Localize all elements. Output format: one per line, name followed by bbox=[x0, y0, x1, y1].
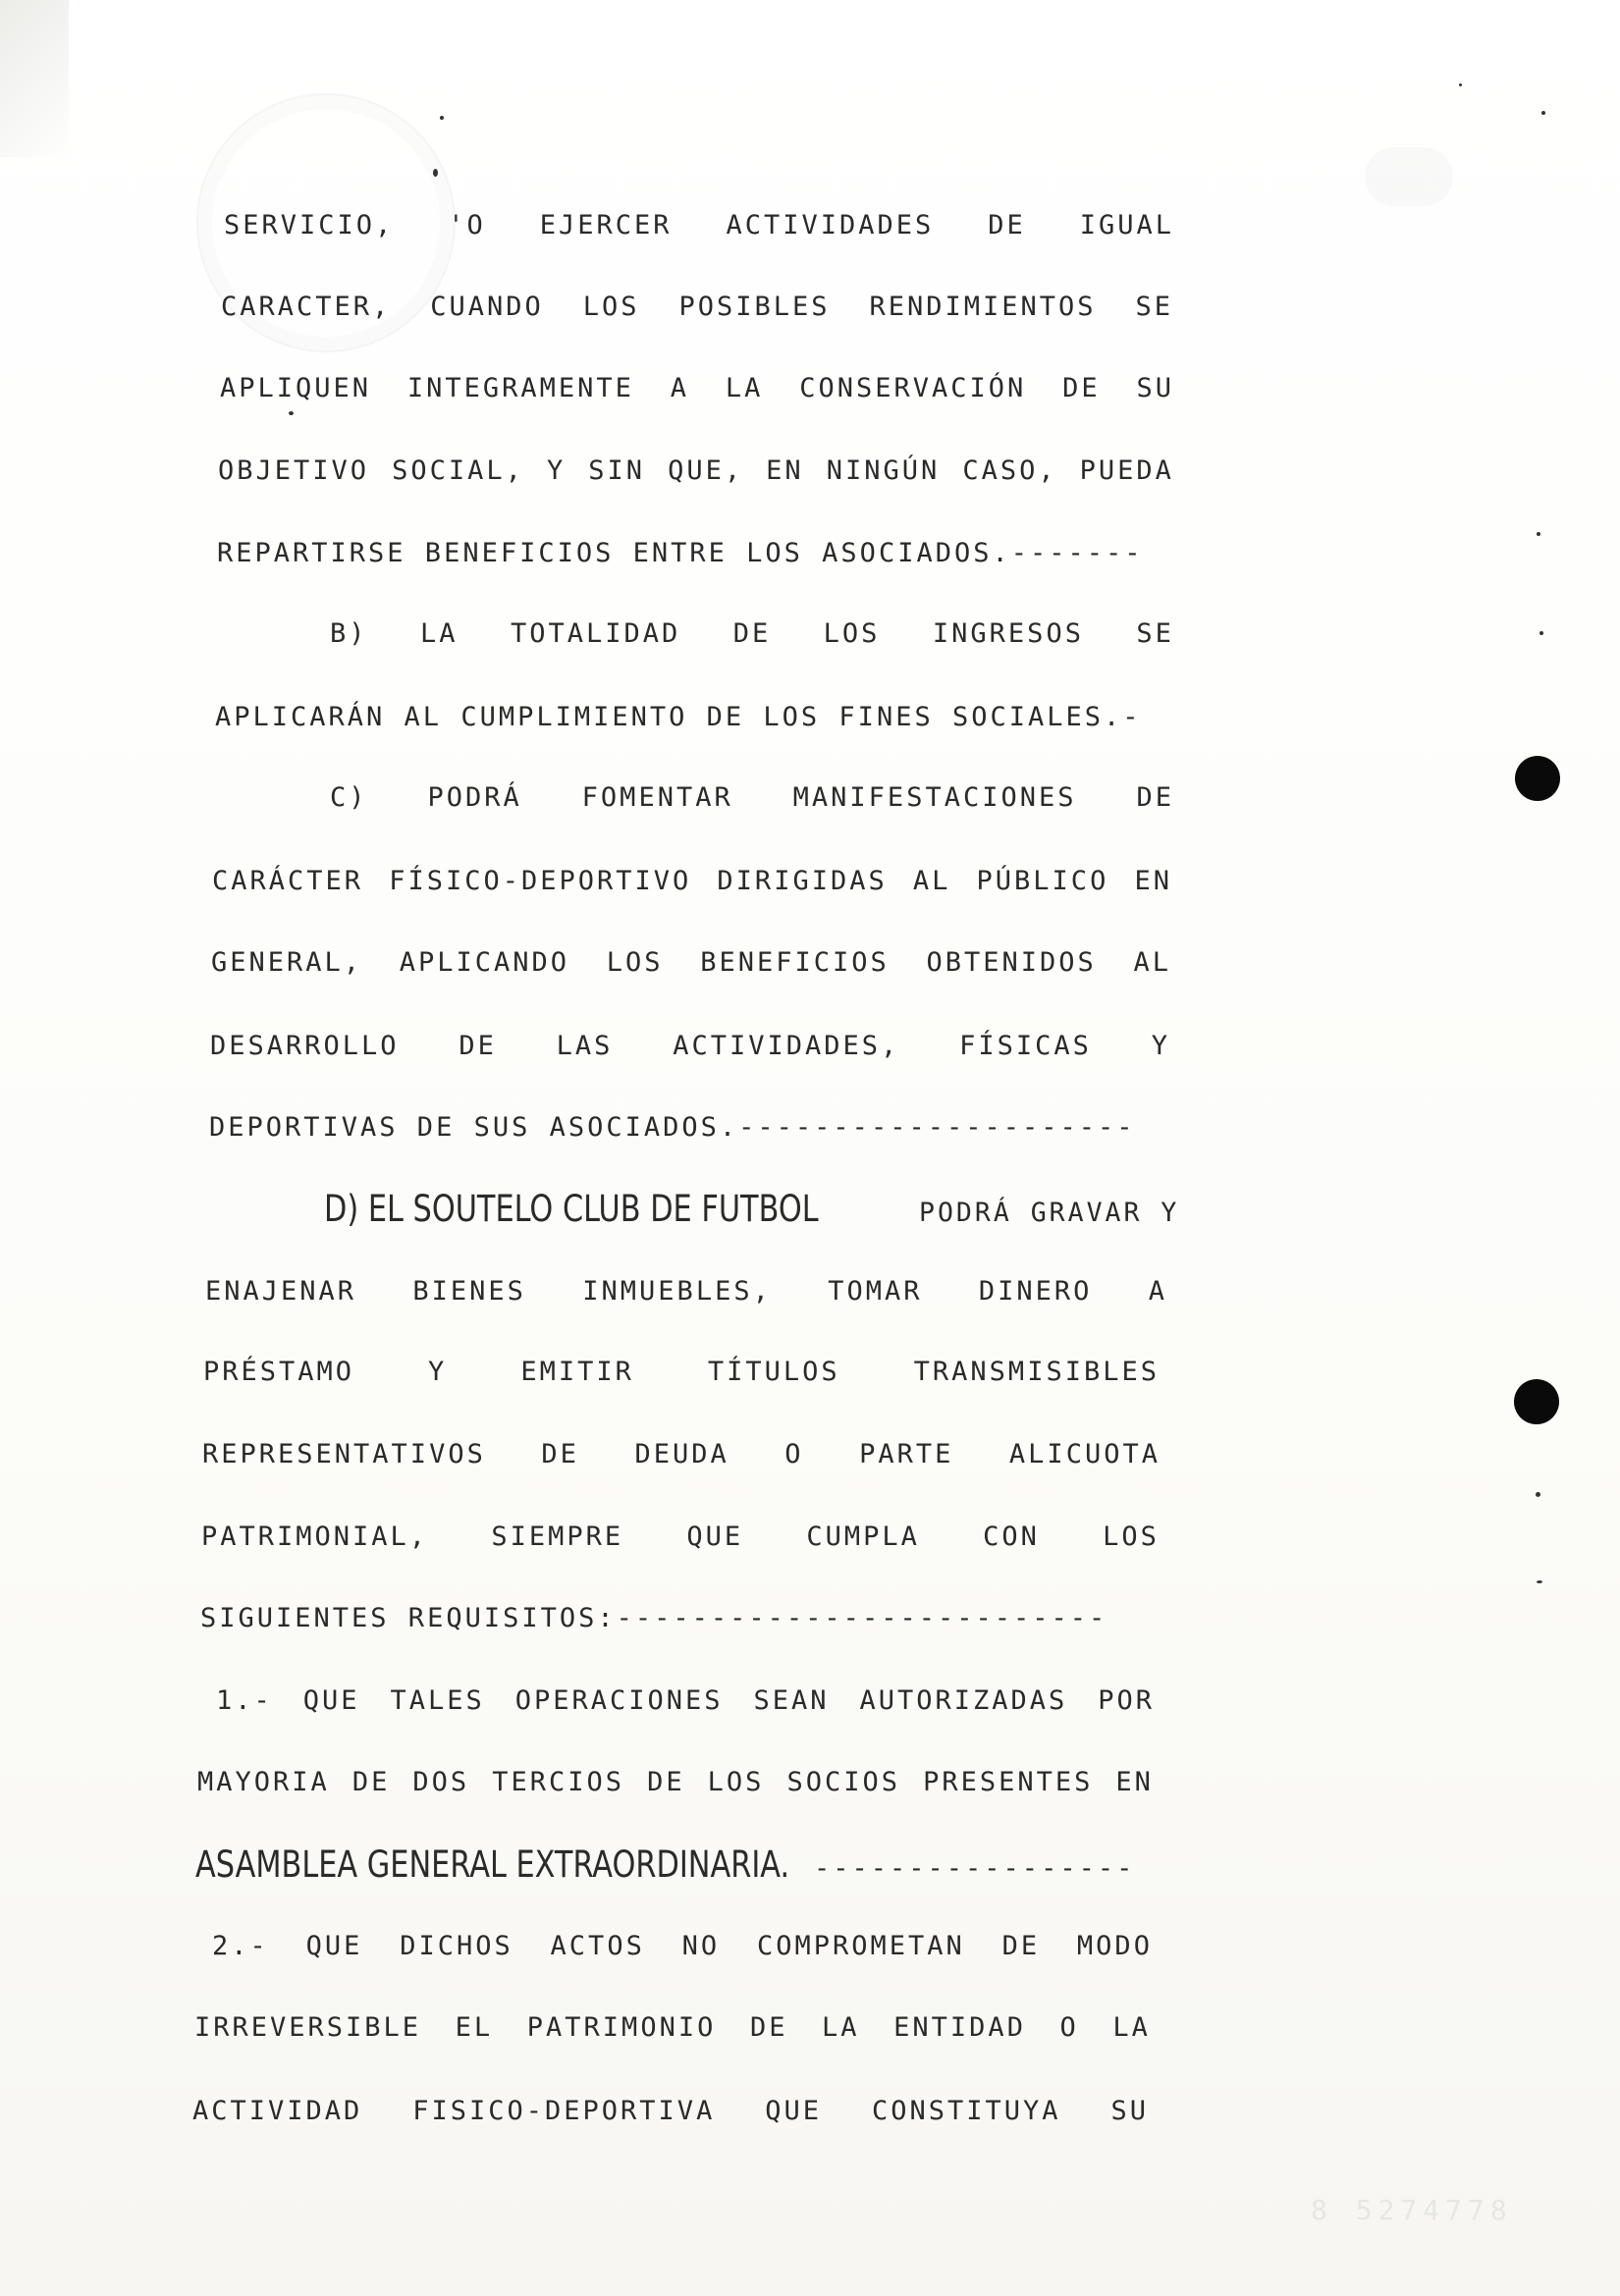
word: LOS bbox=[1103, 1522, 1160, 1552]
speck bbox=[289, 411, 294, 415]
word: BENEFICIOS bbox=[700, 947, 890, 978]
word: DE bbox=[1136, 782, 1174, 813]
word: OBTENIDOS bbox=[926, 947, 1097, 978]
word: QUE bbox=[765, 2096, 823, 2126]
text-line bbox=[197, 1767, 1154, 1810]
word: CASO, bbox=[962, 455, 1057, 486]
word: PUEDA bbox=[1079, 455, 1174, 486]
word: TOMAR bbox=[828, 1276, 923, 1307]
word: INGRESOS bbox=[932, 618, 1084, 649]
speck bbox=[1541, 111, 1545, 115]
word: CARACTER, bbox=[221, 292, 392, 322]
word: OBJETIVO bbox=[218, 455, 370, 486]
text-line bbox=[221, 292, 1173, 335]
word: POSIBLES bbox=[678, 292, 831, 322]
word: QUE bbox=[302, 1685, 360, 1716]
word: REPRESENTATIVOS bbox=[202, 1439, 486, 1469]
text-line bbox=[216, 1685, 1155, 1729]
word: CUANDO bbox=[430, 292, 544, 322]
handwritten-phrase: ASAMBLEA GENERAL EXTRAORDINARIA. bbox=[195, 1843, 790, 1886]
word: ALICUOTA bbox=[1008, 1439, 1161, 1469]
line-text: DEPORTIVAS DE SUS ASOCIADOS.--------------------- bbox=[209, 1112, 1136, 1143]
text-line bbox=[203, 1357, 1160, 1400]
word: EL bbox=[455, 2012, 494, 2043]
word: CONSTITUYA bbox=[871, 2096, 1061, 2126]
word: ACTIVIDADES bbox=[726, 210, 935, 240]
word: PÚBLICO bbox=[976, 866, 1109, 896]
word: PATRIMONIO bbox=[526, 2012, 717, 2043]
text-line bbox=[212, 866, 1172, 909]
text-line bbox=[215, 702, 1177, 745]
word: DIRIGIDAS bbox=[717, 866, 888, 896]
word: SU bbox=[1136, 373, 1174, 403]
word: DE bbox=[541, 1439, 579, 1469]
word: IRREVERSIBLE bbox=[194, 2012, 422, 2043]
word: SIEMPRE bbox=[491, 1522, 624, 1552]
word: PODRÁ bbox=[427, 782, 522, 813]
word: DE bbox=[647, 1767, 685, 1797]
speck bbox=[1536, 1492, 1540, 1497]
word: DE bbox=[351, 1767, 391, 1797]
word: SE bbox=[1135, 292, 1173, 322]
word: QUE bbox=[305, 1931, 363, 1961]
word: QUE bbox=[686, 1522, 744, 1552]
word: APLIQUEN bbox=[220, 373, 372, 403]
text-line bbox=[218, 455, 1174, 499]
text-line bbox=[200, 1603, 1162, 1646]
word: PATRIMONIAL, bbox=[201, 1522, 429, 1552]
word: O bbox=[1059, 2012, 1079, 2043]
word: ACTOS bbox=[550, 1931, 645, 1961]
word: NINGÚN bbox=[826, 455, 941, 486]
word: QUE, bbox=[668, 455, 744, 486]
word: APLICANDO bbox=[399, 947, 570, 978]
word: EN bbox=[1115, 1767, 1154, 1797]
word: LOS bbox=[582, 292, 640, 322]
word: MANIFESTACIONES bbox=[792, 782, 1077, 813]
word: SU bbox=[1110, 2096, 1149, 2126]
word: PRÉSTAMO bbox=[203, 1357, 355, 1387]
word: GENERAL, bbox=[211, 947, 363, 978]
word: TOTALIDAD bbox=[510, 618, 681, 649]
word: DESARROLLO bbox=[210, 1031, 400, 1061]
word: EMITIR bbox=[520, 1357, 634, 1387]
word: DE bbox=[1062, 373, 1101, 403]
text-line bbox=[201, 1522, 1160, 1565]
line-text: APLICARÁN AL CUMPLIMIENTO DE LOS FINES SOCIALES.- bbox=[215, 702, 1142, 732]
word: ENAJENAR bbox=[205, 1276, 357, 1307]
word: Y bbox=[428, 1357, 448, 1387]
word: RENDIMIENTOS bbox=[869, 292, 1097, 322]
word: LAS bbox=[556, 1031, 614, 1061]
word: TALES bbox=[390, 1685, 485, 1716]
word: AL bbox=[912, 866, 951, 896]
text-line bbox=[205, 1276, 1167, 1319]
word: ACTIVIDADES, bbox=[673, 1031, 900, 1061]
word: DE bbox=[459, 1031, 497, 1061]
word: B) bbox=[330, 618, 368, 649]
text-line bbox=[217, 538, 1175, 581]
word: CUMPLA bbox=[806, 1522, 920, 1552]
text-line bbox=[210, 1031, 1170, 1074]
word: Y bbox=[546, 455, 567, 486]
dash-fill: ----------------- bbox=[814, 1853, 1136, 1884]
word: PODRÁ GRAVAR Y bbox=[919, 1198, 1180, 1228]
word: AL bbox=[1133, 947, 1171, 978]
word: FISICO-DEPORTIVA bbox=[412, 2096, 716, 2126]
word: TERCIOS bbox=[492, 1767, 625, 1797]
faded-serial-number: 8 5274778 bbox=[1311, 2194, 1513, 2226]
word: INTEGRAMENTE bbox=[406, 373, 634, 403]
word: PRESENTES bbox=[923, 1767, 1094, 1797]
word: IGUAL bbox=[1079, 210, 1174, 240]
word: SOCIOS bbox=[786, 1767, 901, 1797]
word: DOS bbox=[412, 1767, 470, 1797]
text-line bbox=[211, 947, 1171, 990]
word: O bbox=[784, 1439, 804, 1469]
speck bbox=[1537, 1580, 1542, 1583]
word: MODO bbox=[1076, 1931, 1153, 1961]
word: DICHOS bbox=[400, 1931, 513, 1961]
speck bbox=[1539, 631, 1543, 635]
word: FÍSICO-DEPORTIVO bbox=[389, 866, 692, 896]
club-name-handwriting: D) EL SOUTELO CLUB DE FUTBOL bbox=[324, 1188, 819, 1230]
word: POR bbox=[1098, 1685, 1155, 1716]
word: DE bbox=[732, 618, 772, 649]
word: PARTE bbox=[859, 1439, 954, 1469]
word: SIN bbox=[588, 455, 646, 486]
text-line bbox=[209, 1112, 1171, 1155]
text-line bbox=[194, 2012, 1151, 2056]
line-text: REPARTIRSE BENEFICIOS ENTRE LOS ASOCIADOS.------- bbox=[217, 538, 1144, 568]
word: CON bbox=[983, 1522, 1040, 1552]
word: LA bbox=[1112, 2012, 1151, 2043]
word: ACTIVIDAD bbox=[192, 2096, 363, 2126]
word: DE bbox=[1001, 1931, 1041, 1961]
word: LA bbox=[419, 618, 459, 649]
word: INMUEBLES, bbox=[582, 1276, 772, 1307]
speck bbox=[440, 116, 444, 120]
word: DEUDA bbox=[634, 1439, 729, 1469]
text-line bbox=[330, 782, 1174, 826]
punch-hole-bottom bbox=[1514, 1379, 1559, 1424]
word: LA bbox=[822, 2012, 860, 2043]
word: TÍTULOS bbox=[707, 1357, 840, 1387]
word: LOS bbox=[707, 1767, 765, 1797]
text-line bbox=[192, 2096, 1149, 2139]
word: A bbox=[1148, 1276, 1167, 1307]
text-line bbox=[330, 618, 1174, 662]
word: DE bbox=[988, 210, 1026, 240]
word: SERVICIO, bbox=[224, 210, 395, 240]
word: AUTORIZADAS bbox=[859, 1685, 1068, 1716]
line-text: SIGUIENTES REQUISITOS:-------------------------- bbox=[200, 1603, 1108, 1633]
text-line bbox=[212, 1931, 1153, 1974]
word: Y bbox=[1151, 1031, 1170, 1061]
speck bbox=[1459, 83, 1462, 86]
word: SEAN bbox=[753, 1685, 830, 1716]
word: C) bbox=[330, 782, 368, 813]
word: CARÁCTER bbox=[212, 866, 364, 896]
speck bbox=[433, 169, 438, 177]
word: LA bbox=[725, 373, 764, 403]
text-line bbox=[220, 373, 1174, 416]
word: 1.- bbox=[216, 1685, 273, 1716]
text-line bbox=[324, 1188, 1180, 1231]
word: MAYORIA bbox=[197, 1767, 330, 1797]
word: TRANSMISIBLES bbox=[913, 1357, 1160, 1387]
word: EN bbox=[1134, 866, 1172, 896]
word: FOMENTAR bbox=[581, 782, 733, 813]
word: CONSERVACIÓN bbox=[799, 373, 1027, 403]
word: A bbox=[670, 373, 690, 403]
word: NO bbox=[681, 1931, 721, 1961]
word: FÍSICAS bbox=[959, 1031, 1092, 1061]
word: DE bbox=[749, 2012, 788, 2043]
word: LOS bbox=[606, 947, 664, 978]
word: 2.- bbox=[212, 1931, 269, 1961]
speck bbox=[1537, 532, 1540, 536]
word: SOCIAL, bbox=[392, 455, 524, 486]
word: BIENES bbox=[412, 1276, 526, 1307]
text-line bbox=[202, 1439, 1161, 1482]
text-line bbox=[195, 1843, 1154, 1887]
word: EJERCER bbox=[539, 210, 673, 240]
word: EN bbox=[766, 455, 804, 486]
word: 'O bbox=[448, 210, 486, 240]
word: LOS bbox=[823, 618, 881, 649]
word: OPERACIONES bbox=[514, 1685, 724, 1716]
word: DINERO bbox=[978, 1276, 1093, 1307]
word: COMPROMETAN bbox=[756, 1931, 965, 1961]
word: SE bbox=[1136, 618, 1174, 649]
punch-hole-top bbox=[1515, 756, 1560, 801]
text-line bbox=[224, 210, 1174, 253]
word: ENTIDAD bbox=[893, 2012, 1026, 2043]
